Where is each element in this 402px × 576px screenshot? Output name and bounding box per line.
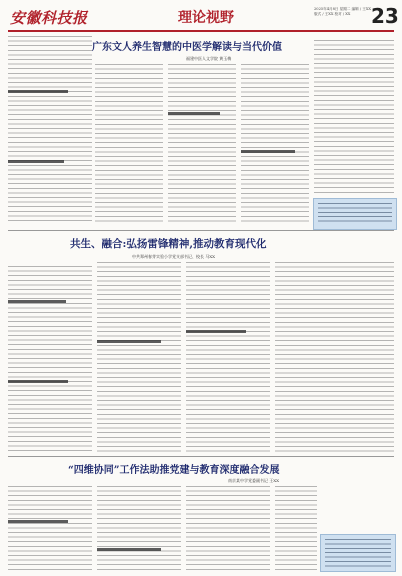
article1-column-left [8,36,92,224]
article3-column [275,486,317,570]
article2-column [97,262,181,452]
article2-column [275,262,394,452]
article2-headline: 共生、融合:弘扬雷锋精神,推动教育现代化 [70,238,267,250]
article1-summary-box [313,198,397,230]
article3-column [8,486,92,570]
masthead-rule [8,30,394,32]
article1-subhead [8,160,64,163]
article3-column [186,486,270,570]
article3-column [97,486,181,570]
article2-subhead [8,380,68,383]
article1-subhead [168,112,220,115]
article3-headline: “四维协同”工作法助推党建与教育深度融合发展 [68,465,280,476]
article2-column [186,262,270,452]
divider [8,456,394,457]
article1-headline: 广东文人养生智慧的中医学解读与当代价值 [92,42,282,53]
article2-subhead [186,330,246,333]
masthead [0,0,402,40]
section-name: 理论视野 [178,10,234,26]
page-number: 23 [371,4,399,28]
paper-name: 安徽科技报 [10,9,88,27]
divider [8,230,394,231]
summary-text [325,539,391,567]
article2-subhead [8,300,66,303]
article2-byline: 中共郑州春芽实验小学党支部书记、校长 马XX [132,254,215,259]
article1-byline: 福建中医人文学院 黄玉梅 [186,56,232,61]
article1-column [168,64,236,224]
article2-subhead [97,340,161,343]
article3-byline: 南京某中学党委副书记 王XX [228,478,279,483]
article1-column [241,64,309,224]
article1-subhead [241,150,295,153]
article3-subhead [97,548,161,551]
article3-subhead [8,520,68,523]
article3-summary-box [320,534,396,572]
article2-column [8,266,92,452]
article1-column [314,40,394,194]
article1-column [95,64,163,224]
article1-subhead [8,90,68,93]
issue-info: 2025年4月8日 星期二 编辑 / 王XX 版式 / 王XX 校对 / XX [314,7,371,16]
summary-text [318,203,392,225]
